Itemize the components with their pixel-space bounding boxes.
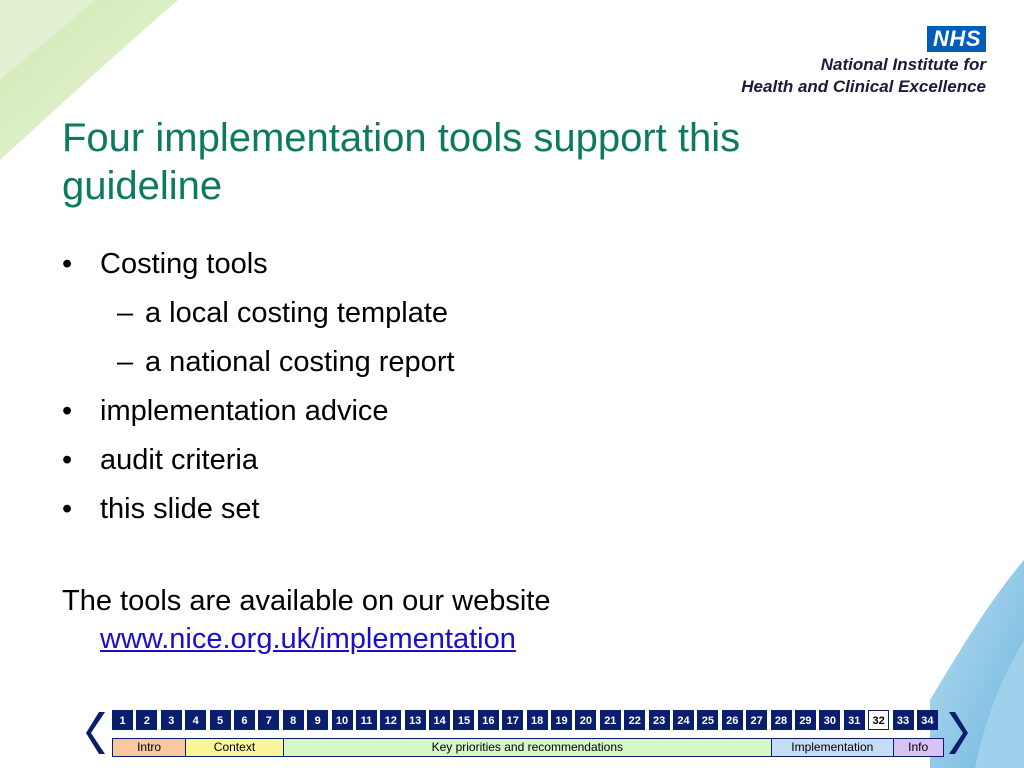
bullet-item xyxy=(62,436,942,485)
next-arrow-icon[interactable] xyxy=(947,710,969,756)
bullet-text: a national costing report xyxy=(145,346,455,378)
slide-number-button[interactable]: 28 xyxy=(771,710,792,730)
section-tab[interactable]: Intro xyxy=(113,739,186,756)
slide-number-button[interactable]: 6 xyxy=(234,710,255,730)
closing-paragraph xyxy=(62,582,942,658)
slide-body xyxy=(62,240,942,658)
slide-number-button[interactable]: 21 xyxy=(600,710,621,730)
slide-number-button[interactable]: 31 xyxy=(844,710,865,730)
section-tab[interactable]: Implementation xyxy=(772,739,894,756)
slide-number-button[interactable]: 20 xyxy=(575,710,596,730)
website-link[interactable]: www.nice.org.uk/implementation xyxy=(100,623,516,655)
nice-logo xyxy=(741,26,986,98)
bullet-text: audit criteria xyxy=(100,444,258,476)
bullet-text: Costing tools xyxy=(100,248,268,280)
slide-number-button[interactable]: 22 xyxy=(624,710,645,730)
section-tab[interactable]: Info xyxy=(894,739,943,756)
bullet-item xyxy=(62,387,942,436)
slide-number-button[interactable]: 13 xyxy=(405,710,426,730)
bullet-marker: • xyxy=(62,248,73,280)
slide-number-button[interactable]: 15 xyxy=(453,710,474,730)
slide-number-button[interactable]: 24 xyxy=(673,710,694,730)
bullet-item xyxy=(62,240,942,289)
slide-number-button[interactable]: 26 xyxy=(722,710,743,730)
closing-text: The tools are available on our website xyxy=(62,585,551,617)
slide-number-button[interactable]: 19 xyxy=(551,710,572,730)
slide-number-button[interactable]: 27 xyxy=(746,710,767,730)
section-tab[interactable]: Context xyxy=(186,739,284,756)
slide-number-button[interactable]: 25 xyxy=(697,710,718,730)
slide-title: Four implementation tools support this guideline xyxy=(62,116,741,208)
nhs-badge: NHS xyxy=(927,26,986,52)
slide-number-button[interactable]: 9 xyxy=(307,710,328,730)
slide-number-bar xyxy=(112,710,941,732)
slide-number-button[interactable]: 14 xyxy=(429,710,450,730)
slide-number-button[interactable]: 11 xyxy=(356,710,377,730)
sub-bullet-item xyxy=(62,338,942,387)
slide-number-button[interactable]: 17 xyxy=(502,710,523,730)
bullet-marker: • xyxy=(62,395,73,427)
bullet-list xyxy=(62,240,942,534)
bullet-marker: – xyxy=(117,297,134,329)
slide-number-button[interactable]: 33 xyxy=(893,710,914,730)
slide-number-button[interactable]: 2 xyxy=(136,710,157,730)
slide-number-button[interactable]: 1 xyxy=(112,710,133,730)
org-name-line2: Health and Clinical Excellence xyxy=(741,77,986,96)
section-bar xyxy=(112,738,944,757)
slide-number-button[interactable]: 12 xyxy=(380,710,401,730)
slide-number-button[interactable]: 10 xyxy=(332,710,353,730)
previous-arrow-icon[interactable] xyxy=(85,710,107,756)
bullet-text: implementation advice xyxy=(100,395,389,427)
org-name-line1: National Institute for xyxy=(820,55,986,74)
bullet-marker: • xyxy=(62,444,73,476)
sub-bullet-item xyxy=(62,289,942,338)
section-tab[interactable]: Key priorities and recommendations xyxy=(284,739,772,756)
bullet-text: this slide set xyxy=(100,493,260,525)
slide-number-button[interactable]: 29 xyxy=(795,710,816,730)
slide-number-button[interactable]: 4 xyxy=(185,710,206,730)
bullet-item xyxy=(62,485,942,534)
bullet-text: a local costing template xyxy=(145,297,449,329)
slide-number-button[interactable]: 8 xyxy=(283,710,304,730)
slide-navigator xyxy=(85,708,969,760)
slide-number-button[interactable]: 16 xyxy=(478,710,499,730)
slide-number-button[interactable]: 18 xyxy=(527,710,548,730)
bullet-marker: • xyxy=(62,493,73,525)
slide-number-button[interactable]: 5 xyxy=(210,710,231,730)
slide-number-button[interactable]: 7 xyxy=(258,710,279,730)
slide-number-button[interactable]: 23 xyxy=(649,710,670,730)
slide-number-button[interactable]: 34 xyxy=(917,710,938,730)
slide-number-button[interactable]: 3 xyxy=(161,710,182,730)
bullet-marker: – xyxy=(117,346,134,378)
slide-number-current[interactable]: 32 xyxy=(868,710,889,730)
slide-number-button[interactable]: 30 xyxy=(819,710,840,730)
